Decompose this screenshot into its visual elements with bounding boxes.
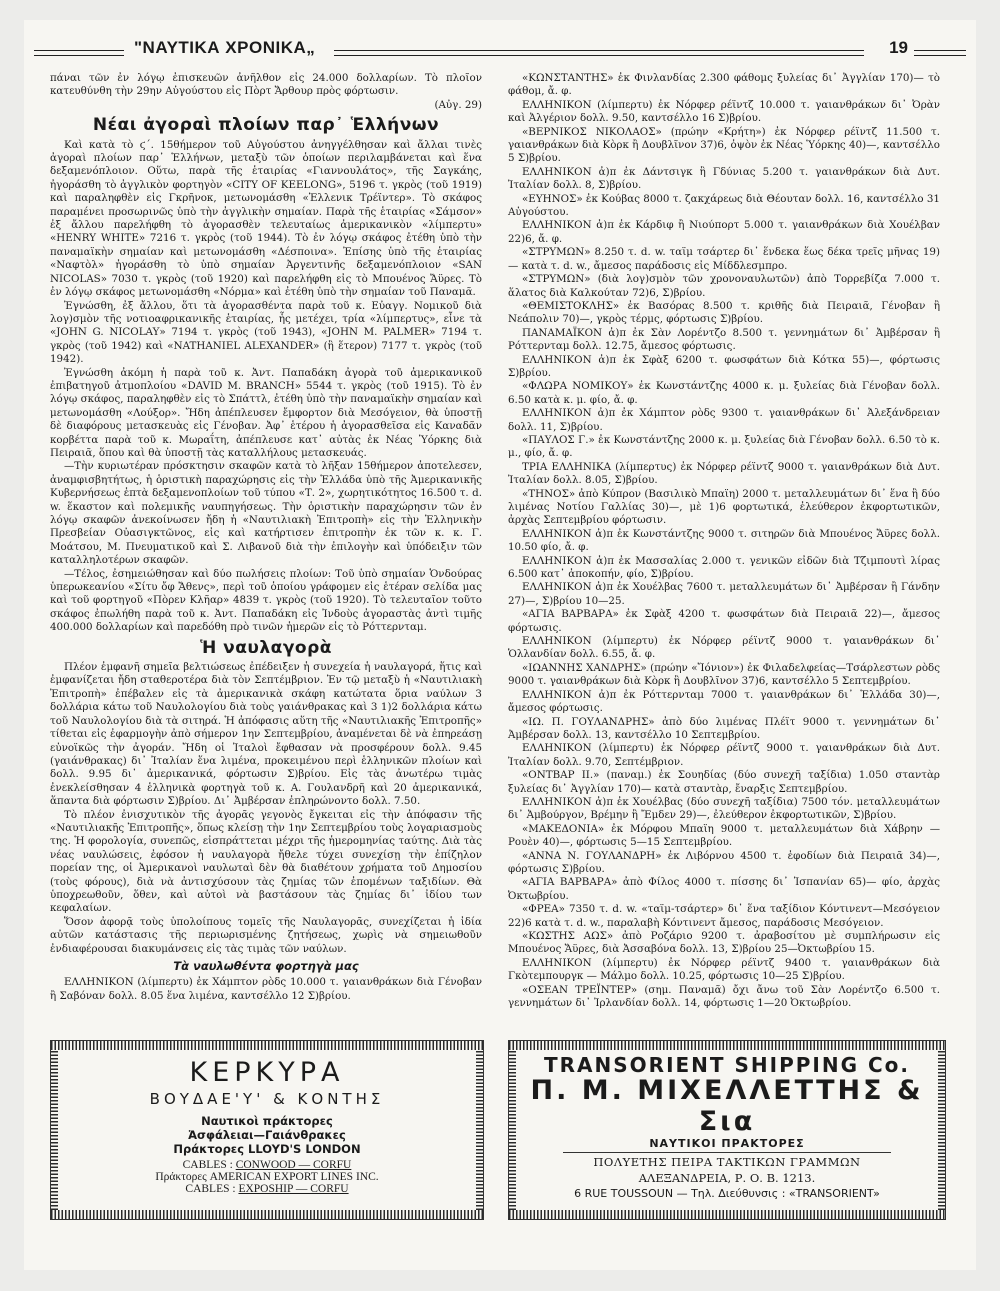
ad-cables-value: CONWOOD — CORFU [235, 1159, 352, 1171]
page-number: 19 [889, 38, 908, 57]
source-date: (Αὐγ. 29) [434, 98, 482, 111]
charter-item: «ΟΝΤΒΑΡ ΙΙ.» (παναμ.) ἐκ Σουηδίας (δύο συνεχῆ ταξίδια) 1.050 σταντὰρ ξυλείας δι᾽ Ἀγγλίαν 170)— κατὰ σταντὰρ, ἔναρξις Σεπτεμβρίου. [508, 769, 940, 795]
ad-address: ΑΛΕΞΑΝΔΡΕΙΑ, Ρ. Ο. Β. 1213. [638, 1171, 816, 1185]
subheading-chartered-ships: Τὰ ναυλωθέντα φορτηγὰ μας [173, 959, 359, 973]
charter-item: «ΙΩΑΝΝΗΣ ΧΑΝΔΡΗΣ» (πρώην «Ἴόνιον») ἐκ Φιλαδελφείας—Τσάρλεστων ρὸδς 9000 τ. γαιανθράκων διὰ Κὸρκ ἢ Δουβλῖνον 37)6, καντσέλλο 5 Σεπτεμβρίου. [508, 661, 940, 688]
ad-city: ΚΕΡΚΥΡΑ [189, 1057, 345, 1088]
ad-border-right [938, 1050, 945, 1210]
charter-item: ΕΛΛΗΝΙΚΟΝ (λίμπερτυ) ἐκ Νόρφερ ρέϊντζ 9400 τ. γαιανθράκων διὰ Γκὸτεμπουργκ — Μάλμο δολλ. 10.25, φόρτωσις 10—25 Σ)βρίου. [508, 956, 940, 983]
ad-partners: ΒΟΥΔΑΕ'Υ' & ΚΟΝΤΗΣ [149, 1090, 385, 1108]
ad-cables-label: CABLES : [182, 1159, 233, 1171]
charter-item: «ΑΓΙΑ ΒΑΡΒΑΡΑ» ἀπὸ Φίλος 4000 τ. πίσσης δι᾽ Ἰσπανίαν 65)— φίο, ἀρχὰς Ὀκτωβρίου. [508, 876, 940, 902]
ad-border-top [509, 1041, 945, 1050]
paragraph: Πλέον ἐμφανῆ σημεῖα βελτιώσεως ἐπέδειξεν ἡ συνεχεία ἡ ναυλαγορά, ἥτις καὶ ἐμφανίζεται ἤδη σταθεροτέρα διὰ τὸν Σεπτέμβριον. Ἐν τῷ μεταξὺ ἡ «Ναυτιλιακὴ Ἐπιτροπὴ» ἐπέβαλεν εἰς τὰ ἀμερικανικὰ σκάφη κατώτατα ὅρια ναύλων 3 δολλάρια κάτω τοῦ Ναυλολογίου διὰ τοὺς γαιάνθρακας καὶ 3 1)2 δολλάρια κάτω τοῦ Ναυλολογίου διὰ τὰ σιτηρά. Ἡ ἀπόφασις αὕτη τῆς «Ναυτιλιακῆς Ἐπιτροπῆς» τίθεται εἰς ἐφαρμογὴν ἀπὸ σήμερον 1ην Σεπτεμβρίου, ἀναμένεται δὲ νὰ ἐπηρεάσῃ εὐνοϊκῶς τὴν ἀγοράν. Ἤδη οἱ Ἰταλοὶ ἔφθασαν νὰ προσφέρουν δολλ. 9.45 (γαιάνθρακας) δι᾽ Ἰταλίαν ἕνα λιμένα, προκειμένου περὶ ἑλληνικῶν πλοίων καὶ δολλ. 9.95 δι᾽ ἀμερικανικά, φόρτωσιν Σ)βρίου. Εἰς τὰς ἀνωτέρω τιμὰς ἐνεκλείσθησαν 4 ἑλληνικὰ φορτηγὰ τοῦ κ. Α. Γουλανδρῆ καὶ 20 ἀμερικανικά, ἅπαντα διὰ φόρτωσιν Σ)βρίου. Δι᾽ Ἀμβέρσαν ἐπληρώνοντο δολλ. 7.50. [50, 661, 482, 808]
charter-item: «ΙΩ. Π. ΓΟΥΛΑΝΔΡΗΣ» ἀπὸ δύο λιμένας Πλέϊτ 9000 τ. γεννημάτων δι᾽ Ἀμβέρσαν δολλ. 13, καντσέλλο 10 Σεπτεμβρίου. [508, 715, 940, 741]
paragraph: Ἐγνώσθη ἀκόμη ἡ παρὰ τοῦ κ. Ἀντ. Παπαδάκη ἀγορὰ τοῦ ἀμερικανικοῦ ἐπιβατηγοῦ ἀτμοπλοίου «DAVID M. BRANCH» 5544 τ. γκρὸς (τοῦ 1915). Τὸ ἐν λόγῳ σκάφος, παραληφθὲν εἰς τὸ Σπάττλ, ἐτέθη ὑπὸ τὴν παναμαϊκὴν σημαίαν καὶ μετωνομάσθη «Λούξορ». Ἤδη ἀπέπλευσεν ἔμφορτον διὰ Μεσόγειον, θὰ ὑποστῇ δὲ διαφόρους μετασκευὰς εἰς Γένοβαν. Ἀφ᾽ ἑτέρου ἡ ἀγορασθεῖσα εἰς Καναδᾶν κορβέττα παρὰ τοῦ κ. Μωραΐτη, ἀπέπλευσε κατ᾽ αὐτὰς ἐκ Νέας Ὑόρκης διὰ Πειραιᾶ, ὅπου καὶ θὰ ὑποστῇ τὰς καταλλήλους μετασκευάς. [50, 366, 482, 459]
charter-item: «ΟΣΕΑΝ ΤΡΕΪΝΤΕΡ» (σημ. Παναμᾶ) ὄχι ἄνω τοῦ Σὰν Λορέντζο 6.500 τ. γεννημάτων δι᾽ Ἰρλανδίαν δολλ. 14, φόρτωσις 1—20 Ὀκτωβρίου. [508, 983, 940, 1010]
ad-border-bottom [509, 1210, 945, 1219]
charter-item: ΠΑΝΑΜΑΪΚΟΝ ἀ)π ἐκ Σὰν Λορέντζο 8.500 τ. γεννημάτων δι᾽ Ἀμβέρσαν ἢ Ρόττερνταμ δολλ. 12.75, ἄμεσος φόρτωσις. [508, 326, 940, 353]
ad-cables-label: CABLES : [185, 1183, 236, 1195]
paragraph: Ἐγνώσθη, ἐξ ἄλλου, ὅτι τὰ ἀγορασθέντα παρὰ τοῦ κ. Εὐαγγ. Νομικοῦ διὰ λογ)σμὸν τῆς νοτιοαφρικανικῆς ἑταιρίας, ἧς μετέχει, τρία «λίμπερτυς», εἶνε τὰ «JOHN G. NICOLAY» 7194 τ. γκρὸς (τοῦ 1943), «JOHN M. PALMER» 7194 τ. γκρὸς (τοῦ 1942) καὶ «NATHANIEL ALEXANDER» (ἢ ἕτερον) 7177 τ. γκρὸς (τοῦ 1942). [50, 299, 482, 366]
ad-border-right [476, 1050, 483, 1210]
section-heading-freight-market: Ἡ ναυλαγορὰ [200, 637, 332, 658]
ad-experience: ΠΟΛΥΕΤΗΣ ΠΕΙΡΑ ΤΑΚΤΙΚΩΝ ΓΡΑΜΜΩΝ [593, 1155, 861, 1169]
paragraph: Ὅσον ἀφορᾷ τοὺς ὑπολοίπους τομεῖς τῆς Ναυλαγορᾶς, συνεχίζεται ἡ ἰδία αὐτῶν κατάστασις τῆς περιωρισμένης ζητήσεως, χωρὶς νὰ σημειωθοῦν ἐνδιαφέρουσαι διακυμάνσεις εἰς τὰς τιμὰς τῶν ναύλων. [50, 915, 482, 955]
charter-item: «ΣΤΡΥΜΩΝ» (διὰ λογ)σμὸν τῶν χρονοναυλωτῶν) ἀπὸ Τορρεβίζα 7.000 τ. ἅλατος διὰ Καλκούταν 72)6, Σ)βρίου. [508, 273, 940, 299]
charter-item: ΕΛΛΗΝΙΚΟΝ (λίμπερτυ) ἐκ Νόρφερ ρέϊντζ 10.000 τ. γαιανθράκων δι᾽ Ὀρὰν καὶ Ἀλγέριον δολλ. 9.50, καντσέλλο 16 Σ)βρίου. [508, 98, 940, 125]
ad-line: Πράκτορες LLOYD'S LONDON [173, 1142, 361, 1156]
paragraph: ΕΛΛΗΝΙΚΟΝ (λίμπερτυ) ἐκ Χάμπτον ρὸδς 10.000 τ. γαιανθράκων διὰ Γένοβαν ἢ Σαβόναν δολλ. 8.05 ἕνα λιμένα, καντσέλλο 12 Σ)βρίου. [50, 976, 482, 1002]
charter-item: «ΕΥΗΝΟΣ» ἐκ Κούβας 8000 τ. ζακχάρεως διὰ Θέουταν δολλ. 16, καντσέλλο 31 Αὐγούστου. [508, 192, 940, 219]
charter-item: ΕΛΛΗΝΙΚΟΝ ἀ)π ἐκ Χουέλβας 7600 τ. μεταλλευμάτων δι᾽ Ἀμβέρσαν ἢ Γάνδην 27)—, Σ)βρίου 10—25. [508, 581, 940, 607]
advertisement-kerkyra [50, 1040, 484, 1220]
paragraph: Καὶ κατὰ τὸ ϛ΄. 15θήμερον τοῦ Αὐγούστου ἀνηγγέλθησαν καὶ ἄλλαι τινὲς ἀγοραὶ πλοίων παρ᾽ Ἑλλήνων, μεταξὺ τῶν ὁποίων περιλαμβάνεται καὶ ἕνα δεξαμενόπλοιον. Οὕτω, παρὰ τῆς ἑταιρίας «Γιαννουλάτος», τῆς Σαγκάης, ἠγοράσθη τὸ ἀγγλικὸν φορτηγὸν «CITY OF KEELONG», 5196 τ. γκρὸς (τοῦ 1919) καὶ παραληφθὲν εἰς Γκρῆνοκ, μετωνομάσθη «Ἑλλενικ Τρέϊντερ». Τὸ σκάφος παραμένει προσωρινῶς ὑπὸ τὴν ἀγγλικὴν σημαίαν. Παρὰ τῆς ἑταιρίας «Σάμσον» ἐξ ἄλλου παρελήφθη τὸ ἀγορασθὲν τελευταίως ἀμερικανικὸν «λίμπερτυ» «HENRY WHITE» 7216 τ. γκρὸς (τοῦ 1944). Τὸ ἐν λόγῳ σκάφος ἐτέθη ὑπὸ τὴν παναμαϊκὴν σημαίαν καὶ μετωνομάσθη «Δέσποινα». Ἐπίσης ὑπὸ τῆς ἑταιρίας «Ναφτὸλ» ἠγοράσθη τὸ ὑπὸ σημαίαν Ἀργεντινῆς δεξαμενόπλοιον «SAN NICOLAS» 7030 τ. γκρὸς (τοῦ 1920) καὶ παρελήφθη εἰς τὸ Μπουένος Ἄϋρες. Τὸ ἐν λόγῳ σκάφος μετωνομάσθη «Νόρμα» καὶ ἐτέθη ὑπὸ τὴν σημαίαν τοῦ Παναμᾶ. [50, 138, 482, 299]
ad-street: 6 RUE TOUSSOUN — Τηλ. Διεύθυνσις : «TRANSORIENT» [574, 1187, 880, 1200]
section-heading-ship-purchases: Νέαι ἀγοραὶ πλοίων παρ᾽ Ἑλλήνων [92, 115, 440, 136]
paragraph: —Τέλος, ἐσημειώθησαν καὶ δύο πωλήσεις πλοίων: Τοῦ ὑπὸ σημαίαν Ὁνδούρας ὑπερωκεανίου «Σίτυ ὄφ Ἄθενς», περὶ τοῦ ὁποίου γράφομεν εἰς ἑτέραν σελίδα μας καὶ τοῦ φορτηγοῦ «Πὸρεν Κλῆαρ» 4839 τ. γκρὸς (τοῦ 1920). Τὸ τελευταῖον τοῦτο σκάφος ἐπωλήθη παρὰ τοῦ κ. Ἀντ. Παπαδάκη εἰς Ἰνδοὺς ἀγοραστὰς ἀντὶ τιμῆς 400.000 δολλαρίων καὶ παρεδόθη πρὸ τινῶν ἡμερῶν εἰς τὸ Ρόττερνταμ. [50, 567, 482, 634]
publication-title: "ΝΑΥΤΙΚΑ ΧΡΟΝΙΚΑ„ [134, 38, 316, 57]
ad-line: Ναυτικοὶ πράκτορες [201, 1114, 333, 1128]
ad-cables-line [65, 1159, 469, 1171]
charter-item: «ΑΓΙΑ ΒΑΡΒΑΡΑ» ἐκ Σφὰξ 4200 τ. φωσφάτων διὰ Πειραιᾶ 22)—, ἄμεσος φόρτωσις. [508, 608, 940, 634]
ad-line: Πράκτορες AMERICAN EXPORT LINES INC. [155, 1171, 379, 1183]
advertisement-transorient [508, 1040, 946, 1220]
left-column [50, 72, 482, 1003]
charter-item: ΕΛΛΗΝΙΚΟΝ ἀ)π ἐκ Σφὰξ 6200 τ. φωσφάτων διὰ Κότκα 55)—, φόρτωσις Σ)βρίου. [508, 353, 940, 379]
charter-item: «ΚΩΣΤΗΣ ΑΩΣ» ἀπὸ Ροζάριο 9200 τ. ἀραβοσίτου μὲ συμπλήρωσιν εἰς Μπουένος Ἄϋρες, διὰ Ἀσσαβόνα δολλ. 13, Σ)βρίου 25—Ὀκτωβρίου 15. [508, 930, 940, 956]
charter-item: ΕΛΛΗΝΙΚΟΝ ἀ)π ἐκ Χάμπτον ρὸδς 9300 τ. γαιανθράκων δι᾽ Ἀλεξάνδρειαν δολλ. 11, Σ)βρίου. [508, 407, 940, 433]
charter-item: ΕΛΛΗΝΙΚΟΝ ἀ)π ἐκ Χουέλβας (δύο συνεχῆ ταξίδια) 7500 τόν. μεταλλευμάτων δι᾽ Ἀμβούργον, Βρέμην ἢ Ἔμδεν 29)—, ἐλεύθερον ἐκφορτωτικῶν, Σ)βρίου. [508, 795, 940, 822]
header-rule-right [914, 50, 966, 56]
ad-line: Ἀσφάλειαι—Γαιάνθρακες [188, 1128, 346, 1142]
charter-item: ΕΛΛΗΝΙΚΟΝ ἀ)π ἐκ Κάρδιφ ἢ Νιούπορτ 5.000 τ. γαιανθράκων διὰ Χουέλβαν 22)6, ἄ. φ. [508, 219, 940, 245]
paragraph: πάναι τῶν ἐν λόγῳ ἐπισκευῶν ἀνῆλθον εἰς 24.000 δολλαρίων. Τὸ πλοῖον κατευθύνθη τὴν 29ην Αὐγούστου εἰς Πὸρτ Ἄρθουρ πρὸς φόρτωσιν. [50, 72, 482, 98]
charter-item: «ΜΑΚΕΔΟΝΙΑ» ἐκ Μόρφου Μπαϊη 9000 τ. μεταλλευμάτων διὰ Χάβρην — Ρουὲν 40)—, φόρτωσις 5—15 Σεπτεμβρίου. [508, 822, 940, 849]
charter-item: «ΚΩΝΣΤΑΝΤΗΣ» ἐκ Φινλανδίας 2.300 φάθομς ξυλείας δι᾽ Ἀγγλίαν 170)— τὸ φάθομ, ἄ. φ. [508, 72, 940, 98]
charter-item: ΕΛΛΗΝΙΚΟΝ (λίμπερτυ) ἐκ Νόρφερ ρέϊντζ 9000 τ. γαιανθράκων δι᾽ Ὁλλανδίαν δολλ. 6.55, ἄ. φ. [508, 635, 940, 661]
charter-item: «ΣΤΡΥΜΩΝ» 8.250 τ. d. w. ταϊμ τσάρτερ δι᾽ ἕνδεκα ἕως δέκα τρεῖς μῆνας 19)— κατὰ τ. d. w., ἄμεσος παράδοσις εἰς Μίδδλεσμπρο. [508, 246, 940, 272]
ad-role: ΝΑΥΤΙΚΟΙ ΠΡΑΚΤΟΡΕΣ [649, 1137, 805, 1150]
paragraph: —Τὴν κυριωτέραν πρόσκτησιν σκαφῶν κατὰ τὸ λῆξαν 15θήμερον ἀποτελεσεν, ἀναμφισβητήτως, ἡ ὁριστικὴ παραχώρησις εἰς τὴν Ἑλλάδα ὑπὸ τῆς Ἀμερικανικῆς Κυβερνήσεως ἑπτὰ δεξαμενοπλοίων τοῦ τύπου «Τ. 2», χωρητικότητος 16.500 τ. d. w. ἕκαστον καὶ πολεμικῆς ναυπηγήσεως. Τὴν ὁριστικὴν παραχώρησιν τῶν ἐν λόγῳ σκαφῶν ἀνεκοίνωσεν ἤδη ἡ «Ναυτιλιακὴ Ἐπιτροπὴ» εἰς τὴν Ἑλληνικὴν Πρεσβείαν Οὐασιγκτῶνος, εἰς καὶ κατήρτισεν ἐπιτροπὴν ἐκ τῶν κ. κ. Γ. Μοάτσου, Μ. Πνευματικοῦ καὶ Σ. Λιβανοῦ διὰ τὴν ἐπιλογὴν καὶ ὑπόδειξιν τῶν καταλληλοτέρων σκαφῶν. [50, 460, 482, 567]
right-column [508, 72, 940, 1010]
charter-item: ΕΛΛΗΝΙΚΟΝ ἀ)π ἐκ Δάντσιγκ ἢ Γδύνιας 5.200 τ. γαιανθράκων διὰ Δυτ. Ἰταλίαν δολλ. 8, Σ)βρίου. [508, 165, 940, 192]
charter-item: «ΦΡΕΑ» 7350 τ. d. w. «ταϊμ-τσάρτερ» δι᾽ ἕνα ταξίδιον Κόντινεντ—Μεσόγειον 22)6 κατὰ τ. d. w., παραλαβὴ Κόντινεντ ἄμεσος, παράδοσις Μεσόγειον. [508, 903, 940, 929]
charter-item: «ΤΗΝΟΣ» ἀπὸ Κύπρον (Βασιλικὸ Μπαϊη) 2000 τ. μεταλλευμάτων δι᾽ ἕνα ἢ δύο λιμένας Νοτίου Γαλλίας 30)—, μὲ 1)6 φορτωτικά, ἐλεύθερον ἐκφορτωτικῶν, ἀρχὰς Σεπτεμβρίου φόρτωσιν. [508, 487, 940, 527]
ad-border-left [51, 1050, 58, 1210]
ad-cables-line [65, 1183, 469, 1195]
charter-item: ΕΛΛΗΝΙΚΟΝ ἀ)π ἐκ Ρόττερνταμ 7000 τ. γαιανθράκων δι᾽ Ἑλλάδα 30)—, ἄμεσος φόρτωσις. [508, 688, 940, 715]
ad-border-bottom [51, 1210, 483, 1219]
charter-item: ΕΛΛΗΝΙΚΟΝ ἀ)π ἐκ Κωνστάντζης 9000 τ. σιτηρῶν διὰ Μπουένος Ἄϋρες δολλ. 10.50 φίο, ἄ. φ. [508, 527, 940, 554]
page-header [34, 38, 966, 64]
charter-item: ΕΛΛΗΝΙΚΟΝ ἀ)π ἐκ Μασσαλίας 2.000 τ. γενικῶν εἰδῶν διὰ Τζιμπουτὶ λίρας 6.500 κατ᾽ ἀποκοπήν, φίο, Σ)βρίου. [508, 554, 940, 581]
charter-item: ΤΡΙΑ ΕΛΛΗΝΙΚΑ (λίμπερτυς) ἐκ Νόρφερ ρέϊντζ 9000 τ. γαιανθράκων διὰ Δυτ. Ἰταλίαν δολλ. 8.05, Σ)βρίου. [508, 460, 940, 487]
charter-item: «ΦΛΩΡΑ ΝΟΜΙΚΟΥ» ἐκ Κωνστάντζης 4000 κ. μ. ξυλείας διὰ Γένοβαν δολλ. 6.50 κατὰ κ. μ. φίο, ἄ. φ. [508, 380, 940, 406]
ad-divider [563, 1152, 891, 1153]
ad-owner-name: Π. Μ. ΜΙΧΕΛΛΕΤΤΗΣ & Σια [530, 1075, 924, 1137]
header-rule-middle [334, 50, 864, 56]
charter-item: «ΘΕΜΙΣΤΟΚΛΗΣ» ἐκ Βασόρας 8.500 τ. κριθῆς διὰ Πειραιᾶ, Γένοβαν ἢ Νεάπολιν 70)—, γκρὸς τέρμς, φόρτωσις Σ)βρίου. [508, 299, 940, 326]
charter-item: «ΠΑΥΛΟΣ Γ.» ἐκ Κωνστάντζης 2000 κ. μ. ξυλείας διὰ Γένοβαν δολλ. 6.50 τὸ κ. μ., φίο, ἄ. φ. [508, 433, 940, 460]
charter-item: «ΒΕΡΝΙΚΟΣ ΝΙΚΟΛΑΟΣ» (πρώην «Κρήτη») ἐκ Νόρφερ ρέϊντζ 11.500 τ. γαιανθράκων διὰ Κὸρκ ἢ Δουβλῖνον 37)6, ὀψὸν ἐκ Νέας Ὑόρκης 40)—, καντσέλλο 5 Σ)βρίου. [508, 125, 940, 165]
charter-item: «ΑΝΝΑ Ν. ΓΟΥΛΑΝΔΡΗ» ἐκ Λιβόρνου 4500 τ. ἐφοδίων διὰ Πειραιᾶ 34)—, φόρτωσις Σ)βρίου. [508, 849, 940, 875]
header-rule-left [34, 50, 124, 56]
ad-border-top [51, 1041, 483, 1050]
ad-cables-value: EXPOSHIP — CORFU [238, 1183, 349, 1195]
ad-border-left [509, 1050, 516, 1210]
newspaper-page [24, 20, 976, 1270]
paragraph: Τὸ πλέον ἐνισχυτικὸν τῆς ἀγορᾶς γεγονὸς ἔγκειται εἰς τὴν ἀπόφασιν τῆς «Ναυτιλιακῆς Ἐπιτροπῆς», ὅπως κλείσῃ τὴν 1ην Σεπτεμβρίου τοὺς λογαριασμοὺς της. Ἡ φορολογία, συνεπῶς, εἰσπράττεται μέχρι τῆς ἡμερομηνίας ταύτης. Διὰ τὰς νέας ναυλώσεις, ἐφόσον ἡ ναυλαγορὰ ἤθελε τύχει συνεχίσῃ τὴν ἐπίζηλον πορείαν της, οἱ Ἀμερικανοὶ ναυλωταὶ δὲν θὰ διαθέτουν χρήματα τοῦ Δημοσίου (τοὺς φόρους), διὰ νὰ ἀντισχύσουν τὰς ζημίας τῶν ἐπομένων ταξιδίων. Θὰ ὑποχρεωθοῦν, ὅθεν, καὶ αὐτοὶ νὰ βαστάσουν τὰς ζημίας δι᾽ ἰδίου των κεφαλαίων. [50, 808, 482, 915]
ad-company-name: TRANSORIENT SHIPPING Co. [544, 1053, 910, 1077]
charter-item: ΕΛΛΗΝΙΚΟΝ (λίμπερτυ) ἐκ Νόρφερ ρέϊντζ 9000 τ. γαιανθράκων διὰ Δυτ. Ἰταλίαν δολλ. 9.70, Σεπτέμβριον. [508, 742, 940, 768]
